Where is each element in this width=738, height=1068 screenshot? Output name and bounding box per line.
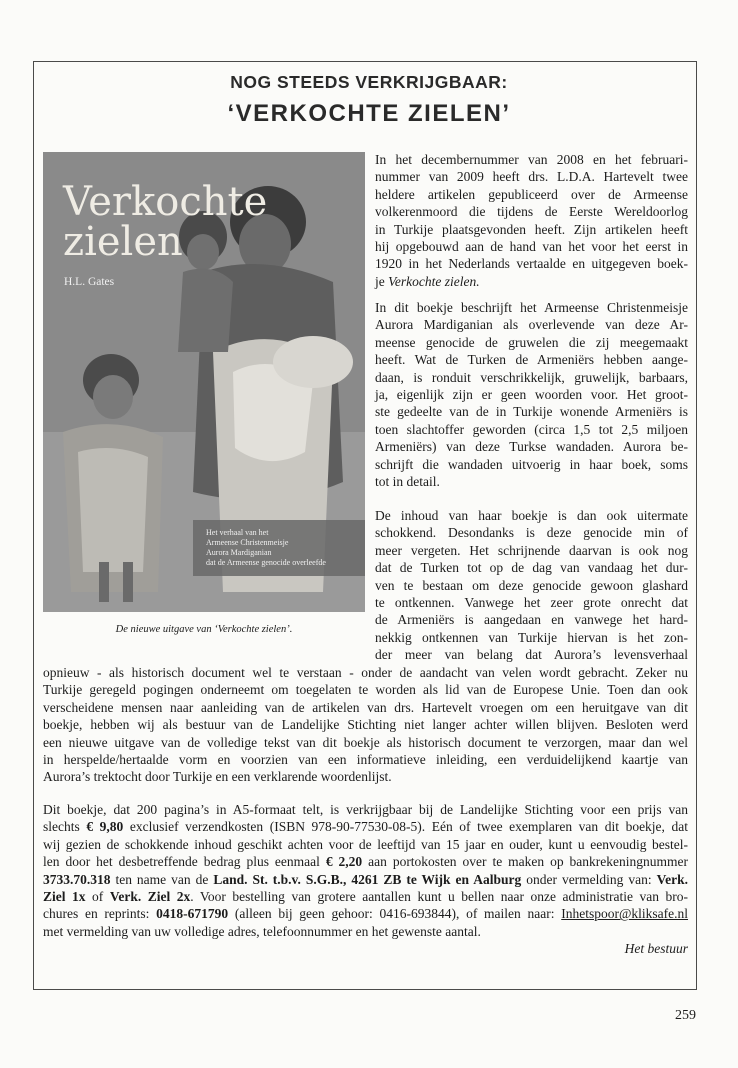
text-fragment: . Voor bestelling van grotere aantallen kunt u bellen naar onze administratie van bro- (190, 889, 689, 905)
text-line (43, 818, 688, 835)
image-caption: De nieuwe uitgave van ‘Verkochte zielen’. (115, 624, 293, 635)
text-line: een nieuwe uitgave van de volledige tekst van dit boekje als historisch document te verzorgen, maar dan wel (43, 734, 688, 750)
text-line: meer vergeten. Het schrijnende daarvan is ook nog (375, 542, 688, 558)
cover-title (63, 179, 268, 265)
text-line: nekkig ontkennen van Turkije hiervan is het zon- (375, 629, 688, 645)
text-line: De inhoud van haar boekje is dan ook uitermate (375, 508, 688, 523)
kicker-heading: NOG STEEDS VERKRIJGBAAR: (230, 72, 508, 92)
text-line: hij opgebouwd aan de hand van het voor het eerst in (375, 239, 688, 255)
text-line: in herspelde/hertaalde vorm en voorzien van een informatieve inleiding, een verduidelijkend kaartje van (43, 752, 688, 768)
paragraph-4 (43, 801, 688, 958)
order-code-bold: Ziel 1x (43, 889, 86, 905)
text-line: In dit boekje beschrijft het Armeense Christenmeisje (375, 300, 688, 315)
text-line: In het decembernummer van 2008 en het februari- (375, 152, 688, 167)
text-line: daan, is ronduit verschrikkelijk, gruwelijk, barbaars, (375, 369, 688, 385)
text-line (375, 273, 688, 290)
cover-subtitle-line: Het verhaal van het (206, 528, 269, 537)
paragraph-2 (375, 299, 688, 490)
text-line: heeft. Wat de Turken de Armeniërs hebben aange- (375, 352, 688, 368)
text-line (43, 871, 688, 888)
text-line: schrijft die wandaden uitvoerig in haar boek, soms (375, 456, 688, 472)
text-line: Turkije geregeld pogingen onderneemt om toegelaten te worden als lid van de Europese Unie. Toen dan ook (43, 682, 688, 698)
text-line: opnieuw - als historisch document wel te verstaan - onder de aandacht van velen wordt gebracht. Zeker nu (43, 665, 688, 680)
signature: Het bestuur (624, 941, 688, 957)
text-line (43, 853, 688, 870)
text-line: der meer van belang dat Aurora’s levensverhaal (375, 647, 688, 663)
text-line (43, 888, 688, 905)
text-line: wij gezien de schokkende inhoud geschikt achten voor de leeftijd van 15 jaar en ouder, kunt u eenvoudig bestel- (43, 836, 688, 852)
paragraph-3-full (43, 664, 688, 786)
cover-subtitle (206, 528, 326, 568)
account-name-bold: Land. St. t.b.v. S.G.B., 4261 ZB te Wijk en Aalburg (213, 871, 522, 887)
text-fragment: onder vermelding van: (521, 871, 657, 887)
text-fragment: of (85, 889, 110, 905)
text-line: de Armeniërs is aangedaan en vanwege het hard- (375, 612, 688, 628)
bank-account-bold: 3733.70.318 (43, 871, 111, 887)
cover-subtitle-line: Armeense Christenmeisje (206, 538, 289, 547)
text-fragment: ten name van de (110, 871, 214, 887)
book-title-italic: Verkochte zielen. (388, 273, 480, 289)
text-line: ja, eigenlijk zijn er geen woorden voor. Het groot- (375, 387, 688, 403)
text-line: heldere artikelen gepubliceerd over de Armeense (375, 186, 688, 202)
text-line: nummer van 2009 heeft drs. L.D.A. Hartevelt twee (375, 169, 688, 185)
cover-subtitle-line: Aurora Mardiganian (206, 548, 272, 557)
text-line: in Turkije plaatsgevonden heeft. Zijn artikelen heeft (375, 221, 688, 237)
text-line: ste gedeelte van de in Turkije wonende Armeniërs is (375, 404, 688, 420)
postage-price-bold: € 2,20 (325, 854, 363, 870)
text-line: volkerenmoord die tijdens de Eerste Wereldoorlog (375, 204, 688, 220)
text-line: te ontkennen. Vanwege het zeer grote onrecht dat (375, 595, 688, 611)
text-line: dat de Turken tot op de dag van vandaag het dur- (375, 560, 688, 576)
paragraph-3-column (375, 507, 688, 664)
text-fragment: (alleen bij geen gehoor: 0416-693844), of mailen naar: (228, 906, 562, 922)
text-line: verscheidene mensen naar aanleiding van de artikelen van drs. Hartevelt vroegen om een heruitgave van dit (43, 699, 688, 715)
cover-title-line-1: Verkochte (63, 179, 268, 225)
paragraph-1 (375, 151, 688, 290)
order-code-bold: Verk. (656, 871, 689, 887)
text-line: Aurora’s trektocht door Turkije en een verklarende woordenlijst. (43, 769, 392, 785)
cover-subtitle-line: dat de Armeense genocide overleefde (206, 558, 326, 567)
book-cover-image (43, 152, 365, 612)
text-line: meense genocide de gruwelen die zij meegemaakt (375, 334, 688, 350)
text-fragment: exclusief verzendkosten (ISBN 978-90-77530-08-5). Eén of twee exemplaren van dit boekje, dat (123, 819, 688, 835)
article-title: ‘VERKOCHTE ZIELEN’ (227, 100, 511, 127)
text-line: Armeniërs) van deze Turkse wandaden. Aurora be- (375, 439, 688, 455)
text-line: toen slachtoffer geworden (circa 1,5 tot 2,5 miljoen (375, 421, 688, 437)
text-line (43, 905, 688, 922)
text-line: tot in detail. (375, 474, 440, 490)
text-line: ven te bestaan om deze genocide gewoon glashard (375, 577, 688, 593)
text-line: Dit boekje, dat 200 pagina’s in A5-formaat telt, is verkrijgbaar bij de Landelijke Stichting voor een prijs van (43, 802, 688, 817)
text-line: Aurora Mardiganian als overlevende van deze Ar- (375, 317, 688, 333)
phone-number-bold: 0418-671790 (156, 906, 229, 922)
email-link[interactable]: Inhetspoor@kliksafe.nl (561, 906, 689, 922)
text-fragment: je (375, 273, 385, 289)
text-line: boekje, hebben wij als bestuur van de Landelijke Stichting niet langer achter willen blijven. Besloten werd (43, 717, 688, 733)
text-fragment: chures en reprints: (43, 906, 157, 922)
text-fragment: len door het desbetreffende bedrag plus eenmaal (43, 854, 326, 870)
order-code-bold: Verk. Ziel 2x (109, 889, 191, 905)
text-fragment: slechts (43, 819, 87, 835)
cover-title-line-2: zielen (63, 219, 183, 265)
text-line: 1920 in het Nederlands vertaalde en uitgegeven boek- (375, 256, 688, 272)
text-line: schokkend. Desondanks is deze genocide min of (375, 525, 688, 541)
text-fragment: aan portokosten over te maken op bankrekeningnummer (362, 854, 689, 870)
price-bold: € 9,80 (86, 819, 124, 835)
text-line: met vermelding van uw volledige adres, telefoonnummer en het gewenste aantal. (43, 923, 481, 939)
page-number: 259 (675, 1008, 696, 1023)
cover-author: H.L. Gates (64, 276, 115, 288)
